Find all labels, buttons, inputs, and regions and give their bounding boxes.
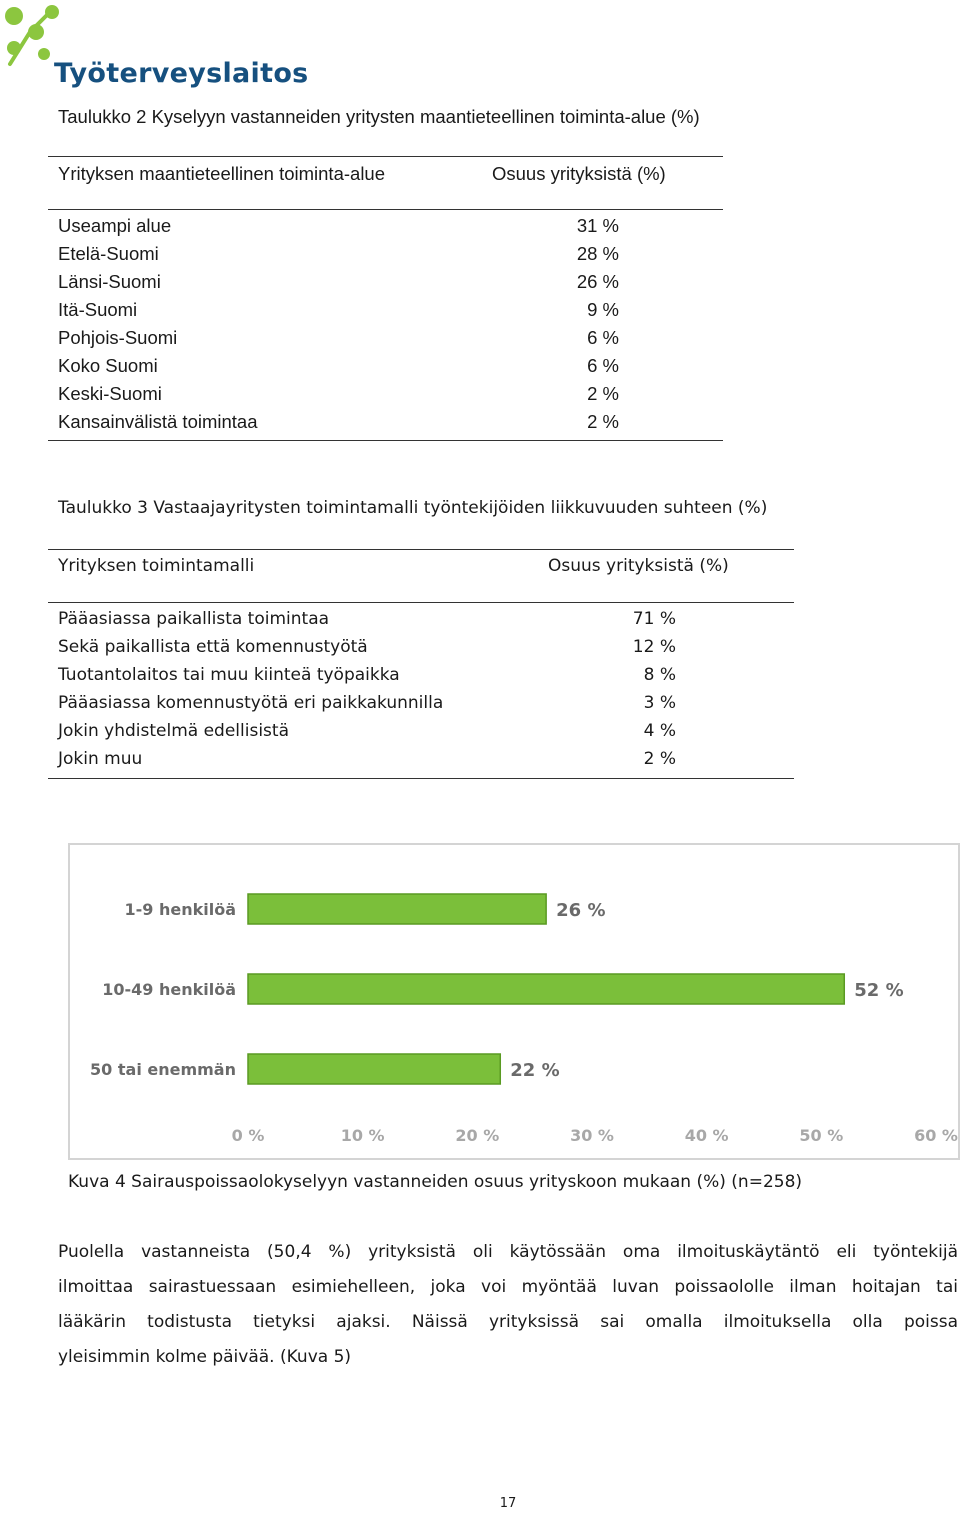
table2-row-label: Koko Suomi xyxy=(58,355,158,376)
table-row xyxy=(48,327,723,355)
x-tick-label: 40 % xyxy=(684,1126,729,1145)
data-label: 52 % xyxy=(854,980,904,1001)
table2-row-label: Etelä-Suomi xyxy=(58,243,159,264)
table2-row-value: 31 % xyxy=(576,215,619,236)
table2-caption: Taulukko 2 Kyselyyn vastanneiden yritysten maantieteellinen toiminta-alue (%) xyxy=(58,106,700,127)
table2-row-value: 2 % xyxy=(587,411,619,432)
table3 xyxy=(48,549,794,779)
table3-col1-header: Yrityksen toimintamalli xyxy=(58,556,255,576)
bar xyxy=(248,894,546,924)
x-tick-label: 30 % xyxy=(570,1126,614,1145)
x-tick-label: 0 % xyxy=(231,1126,265,1145)
table2-row-value: 2 % xyxy=(587,383,619,404)
table3-row-value: 8 % xyxy=(643,665,676,685)
table3-row-value: 4 % xyxy=(643,721,676,741)
table-row xyxy=(48,693,794,721)
table2-row-label: Useampi alue xyxy=(58,215,172,236)
paragraph-line: lääkärin todistusta tietyksi ajaksi. Näissä yrityksissä sai omalla ilmoituksella olla poissa xyxy=(58,1312,958,1332)
table3-row-label: Jokin muu xyxy=(58,749,143,769)
x-tick-label: 50 % xyxy=(799,1126,844,1145)
table3-row-value: 2 % xyxy=(643,749,676,769)
category-label: 1-9 henkilöä xyxy=(124,900,236,919)
table-row xyxy=(48,749,794,777)
figure-caption: Kuva 4 Sairauspoissaolokyselyyn vastanneiden osuus yrityskoon mukaan (%) (n=258) xyxy=(68,1172,803,1192)
table2-row-label: Pohjois-Suomi xyxy=(58,327,178,348)
table2-row-label: Keski-Suomi xyxy=(58,383,162,404)
logo xyxy=(2,4,309,94)
table2-col2-header: Osuus yrityksistä (%) xyxy=(492,163,666,184)
table3-row-label: Pääasiassa komennustyötä eri paikkakunnilla xyxy=(58,693,444,713)
table3-row-value: 71 % xyxy=(632,609,676,629)
bar xyxy=(248,1054,500,1084)
table2-row-label: Itä-Suomi xyxy=(58,299,138,320)
table2-row-value: 28 % xyxy=(576,243,619,264)
table2-row-value: 26 % xyxy=(576,271,619,292)
company-size-chart xyxy=(68,843,960,1160)
table-row xyxy=(48,355,723,383)
table-row xyxy=(48,271,723,299)
table3-col2-header: Osuus yrityksistä (%) xyxy=(548,556,729,576)
table3-row-label: Pääasiassa paikallista toimintaa xyxy=(58,609,330,629)
paragraph-line: ilmoittaa sairastuessaan esimiehelleen, joka voi myöntää luvan poissaololle ilman hoitajan tai xyxy=(58,1277,958,1297)
data-label: 26 % xyxy=(556,900,606,921)
table3-row-value: 3 % xyxy=(643,693,676,713)
x-tick-label: 10 % xyxy=(340,1126,385,1145)
table-row xyxy=(48,637,794,665)
table3-bottom-rule xyxy=(48,778,794,779)
paragraph-line: yleisimmin kolme päivää. (Kuva 5) xyxy=(58,1347,352,1367)
table2-header-row xyxy=(48,157,723,209)
table2-row-value: 6 % xyxy=(587,355,619,376)
table2-row-value: 9 % xyxy=(587,299,619,320)
paragraph-line: Puolella vastanneista (50,4 %) yrityksistä oli käytössään oma ilmoituskäytäntö eli työntekijä xyxy=(58,1242,958,1262)
category-label: 10-49 henkilöä xyxy=(102,980,236,999)
table2-row-value: 6 % xyxy=(587,327,619,348)
table2-row-label: Kansainvälistä toimintaa xyxy=(58,411,258,432)
table3-row-label: Sekä paikallista että komennustyötä xyxy=(58,637,368,657)
table-row xyxy=(48,721,794,749)
data-label: 22 % xyxy=(510,1060,560,1081)
company-size-chart-svg xyxy=(68,843,960,1160)
table3-header-row xyxy=(48,550,794,602)
table3-body xyxy=(48,603,794,778)
table3-row-label: Tuotantolaitos tai muu kiinteä työpaikka xyxy=(58,665,400,685)
table3-row-value: 12 % xyxy=(632,637,676,657)
table3-caption: Taulukko 3 Vastaajayritysten toimintamalli työntekijöiden liikkuvuuden suhteen (%) xyxy=(58,498,768,518)
table-row xyxy=(48,609,794,637)
x-tick-label: 60 % xyxy=(914,1126,958,1145)
bar xyxy=(248,974,844,1004)
table2-body xyxy=(48,210,723,440)
table2-col1-header: Yrityksen maantieteellinen toiminta-alue xyxy=(58,163,386,184)
x-tick-label: 20 % xyxy=(455,1126,500,1145)
table2-bottom-rule xyxy=(48,440,723,441)
page-number: 17 xyxy=(499,1496,517,1511)
table3-row-label: Jokin yhdistelmä edellisistä xyxy=(58,721,289,741)
logo-text: Työterveyslaitos xyxy=(54,58,309,89)
body-paragraph xyxy=(58,1235,958,1375)
table2 xyxy=(48,156,723,441)
table-row xyxy=(48,243,723,271)
table-row xyxy=(48,665,794,693)
table-row xyxy=(48,215,723,243)
table-row xyxy=(48,411,723,439)
category-label: 50 tai enemmän xyxy=(90,1060,236,1079)
table-row xyxy=(48,383,723,411)
table2-row-label: Länsi-Suomi xyxy=(58,271,161,292)
table-row xyxy=(48,299,723,327)
